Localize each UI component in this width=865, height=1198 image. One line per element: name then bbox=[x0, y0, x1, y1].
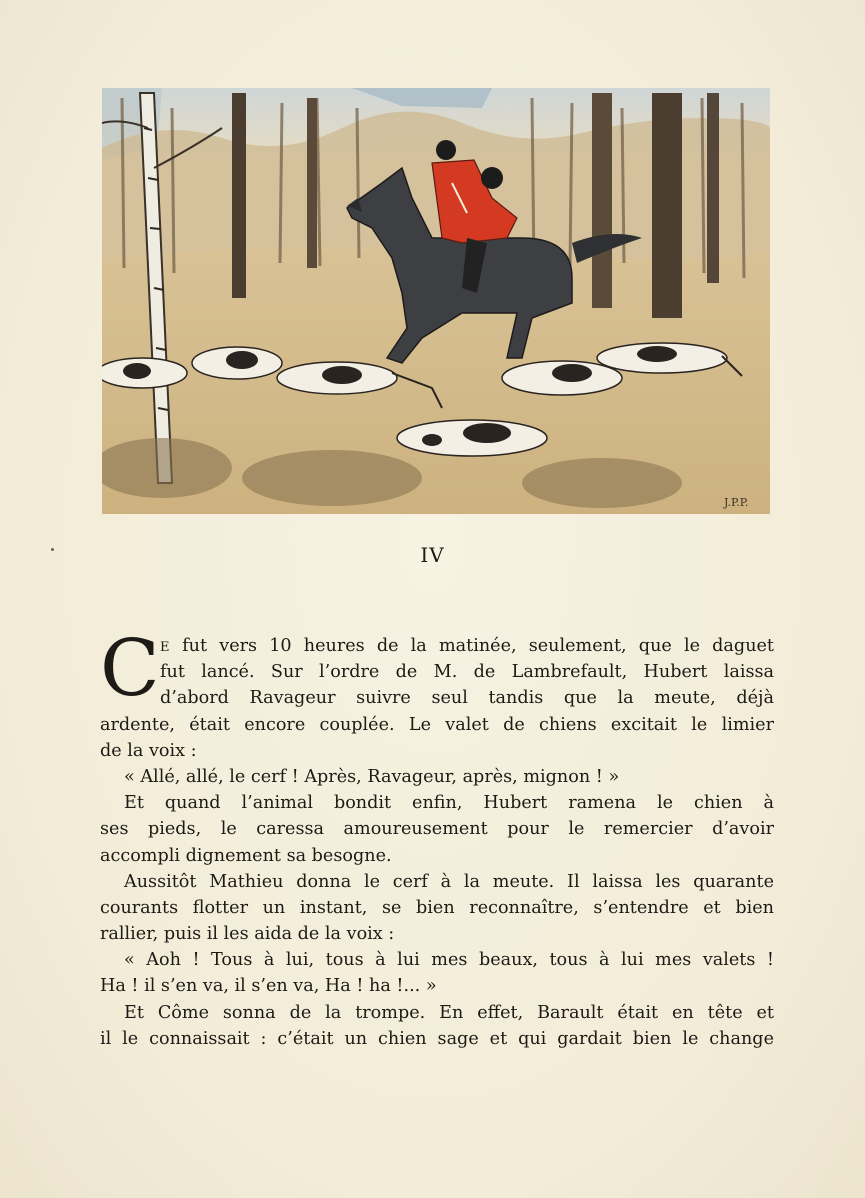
hound bbox=[397, 420, 547, 456]
hunt-illustration bbox=[102, 88, 770, 514]
text-line: Aussitôt Mathieu donna le cerf à la meute. Il laissa les quarante bbox=[124, 871, 774, 892]
text-line: fut lancé. Sur l’ordre de M. de Lambrefault, Hubert laissa bbox=[160, 662, 774, 683]
paragraph-6 bbox=[100, 1000, 774, 1052]
text-line bbox=[100, 633, 774, 659]
text-line: Et quand l’animal bondit enfin, Hubert ramena le chien à bbox=[124, 793, 774, 814]
drop-cap: C bbox=[100, 624, 160, 714]
hound bbox=[502, 361, 622, 395]
chapter-text bbox=[100, 624, 775, 1052]
text-line: ses pieds, le caressa amoureusement pour le remercier d’avoir bbox=[100, 819, 774, 840]
line-text: fut vers 10 heures de la matinée, seulement, que le daguet bbox=[182, 636, 775, 656]
hound bbox=[192, 347, 282, 379]
hound bbox=[102, 358, 187, 388]
text-line: courants flotter un instant, se bien reconnaître, s’entendre et bien bbox=[100, 897, 774, 918]
text-line: Et Côme sonna de la trompe. En effet, Barault était en tête et bbox=[124, 1002, 774, 1023]
chapter-number: IV bbox=[420, 543, 445, 567]
hunt-scene-image bbox=[102, 88, 770, 514]
drop-cap-rest: E bbox=[160, 640, 170, 655]
text-line: de la voix : bbox=[100, 740, 197, 761]
paragraph-1 bbox=[100, 624, 775, 764]
text-line: d’abord Ravageur suivre seul tandis que la meute, déjà bbox=[160, 688, 774, 709]
text-line: ardente, était encore couplée. Le valet de chiens excitait le limier bbox=[100, 714, 774, 735]
artist-signature: J.P.P. bbox=[724, 496, 749, 509]
text-line: il le connaissait : c’était un chien sage et qui gardait bien le change bbox=[100, 1028, 774, 1049]
text-line: Ha ! il s’en va, il s’en va, Ha ! ha !... » bbox=[100, 976, 437, 997]
paragraph-4 bbox=[100, 869, 774, 948]
paragraph-5 bbox=[100, 947, 774, 999]
paragraph-3 bbox=[100, 790, 774, 869]
paragraph-2 bbox=[100, 764, 774, 790]
text-line: « Aoh ! Tous à lui, tous à lui mes beaux, tous à lui mes valets ! bbox=[124, 950, 774, 971]
text-line: « Allé, allé, le cerf ! Après, Ravageur, après, mignon ! » bbox=[124, 766, 620, 787]
text-line: rallier, puis il les aida de la voix : bbox=[100, 924, 395, 945]
text-line: accompli dignement sa besogne. bbox=[100, 845, 392, 866]
